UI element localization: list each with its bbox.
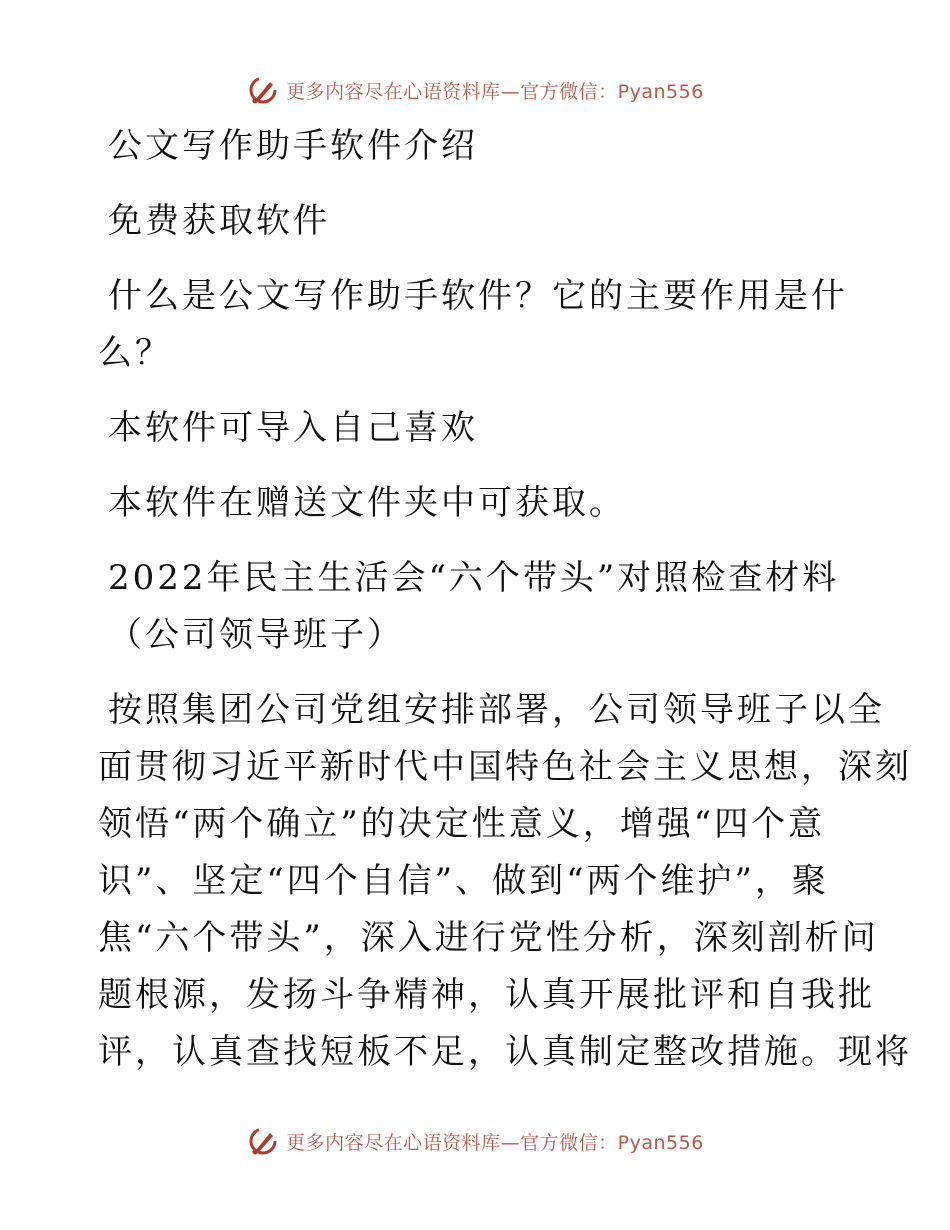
doc-paragraph-line: 按照集团公司党组安排部署，公司领导班子以全 <box>108 690 885 730</box>
footer-watermark-text: 更多内容尽在心语资料库—官方微信：Pyan556 <box>286 1131 704 1154</box>
doc-paragraph-line: 面贯彻习近平新时代中国特色社会主义思想，深刻 <box>98 747 912 787</box>
doc-title-subtitle: （公司领导班子） <box>108 615 404 655</box>
pen-swirl-logo-icon <box>246 1124 280 1158</box>
doc-note-folder: 本软件在赠送文件夹中可获取。 <box>108 483 626 523</box>
doc-note-import: 本软件可导入自己喜欢 <box>108 408 478 448</box>
doc-heading-free: 免费获取软件 <box>108 201 330 241</box>
doc-paragraph-line: 焦“六个带头”，深入进行党性分析，深刻剖析问 <box>98 918 879 958</box>
pen-swirl-logo-icon <box>246 73 280 107</box>
doc-title-line: 2022年民主生活会“六个带头”对照检查材料 <box>108 558 840 598</box>
doc-paragraph-line: 领悟“两个确立”的决定性意义，增强“四个意 <box>98 804 826 844</box>
header-watermark-text: 更多内容尽在心语资料库—官方微信：Pyan556 <box>286 80 704 103</box>
doc-heading-intro: 公文写作助手软件介绍 <box>108 126 478 166</box>
footer-watermark-banner <box>0 1121 950 1161</box>
document-body <box>98 118 912 1081</box>
doc-paragraph-line: 题根源，发扬斗争精神，认真开展批评和自我批 <box>98 975 875 1015</box>
doc-question-line-cont: 么？ <box>98 333 172 373</box>
doc-paragraph-line: 评，认真查找短板不足，认真制定整改措施。现将 <box>98 1032 912 1072</box>
doc-paragraph-line: 识”、坚定“四个自信”、做到“两个维护”，聚 <box>98 861 829 901</box>
header-watermark-banner <box>0 70 950 110</box>
doc-question-line: 什么是公文写作助手软件？它的主要作用是什 <box>108 276 848 316</box>
